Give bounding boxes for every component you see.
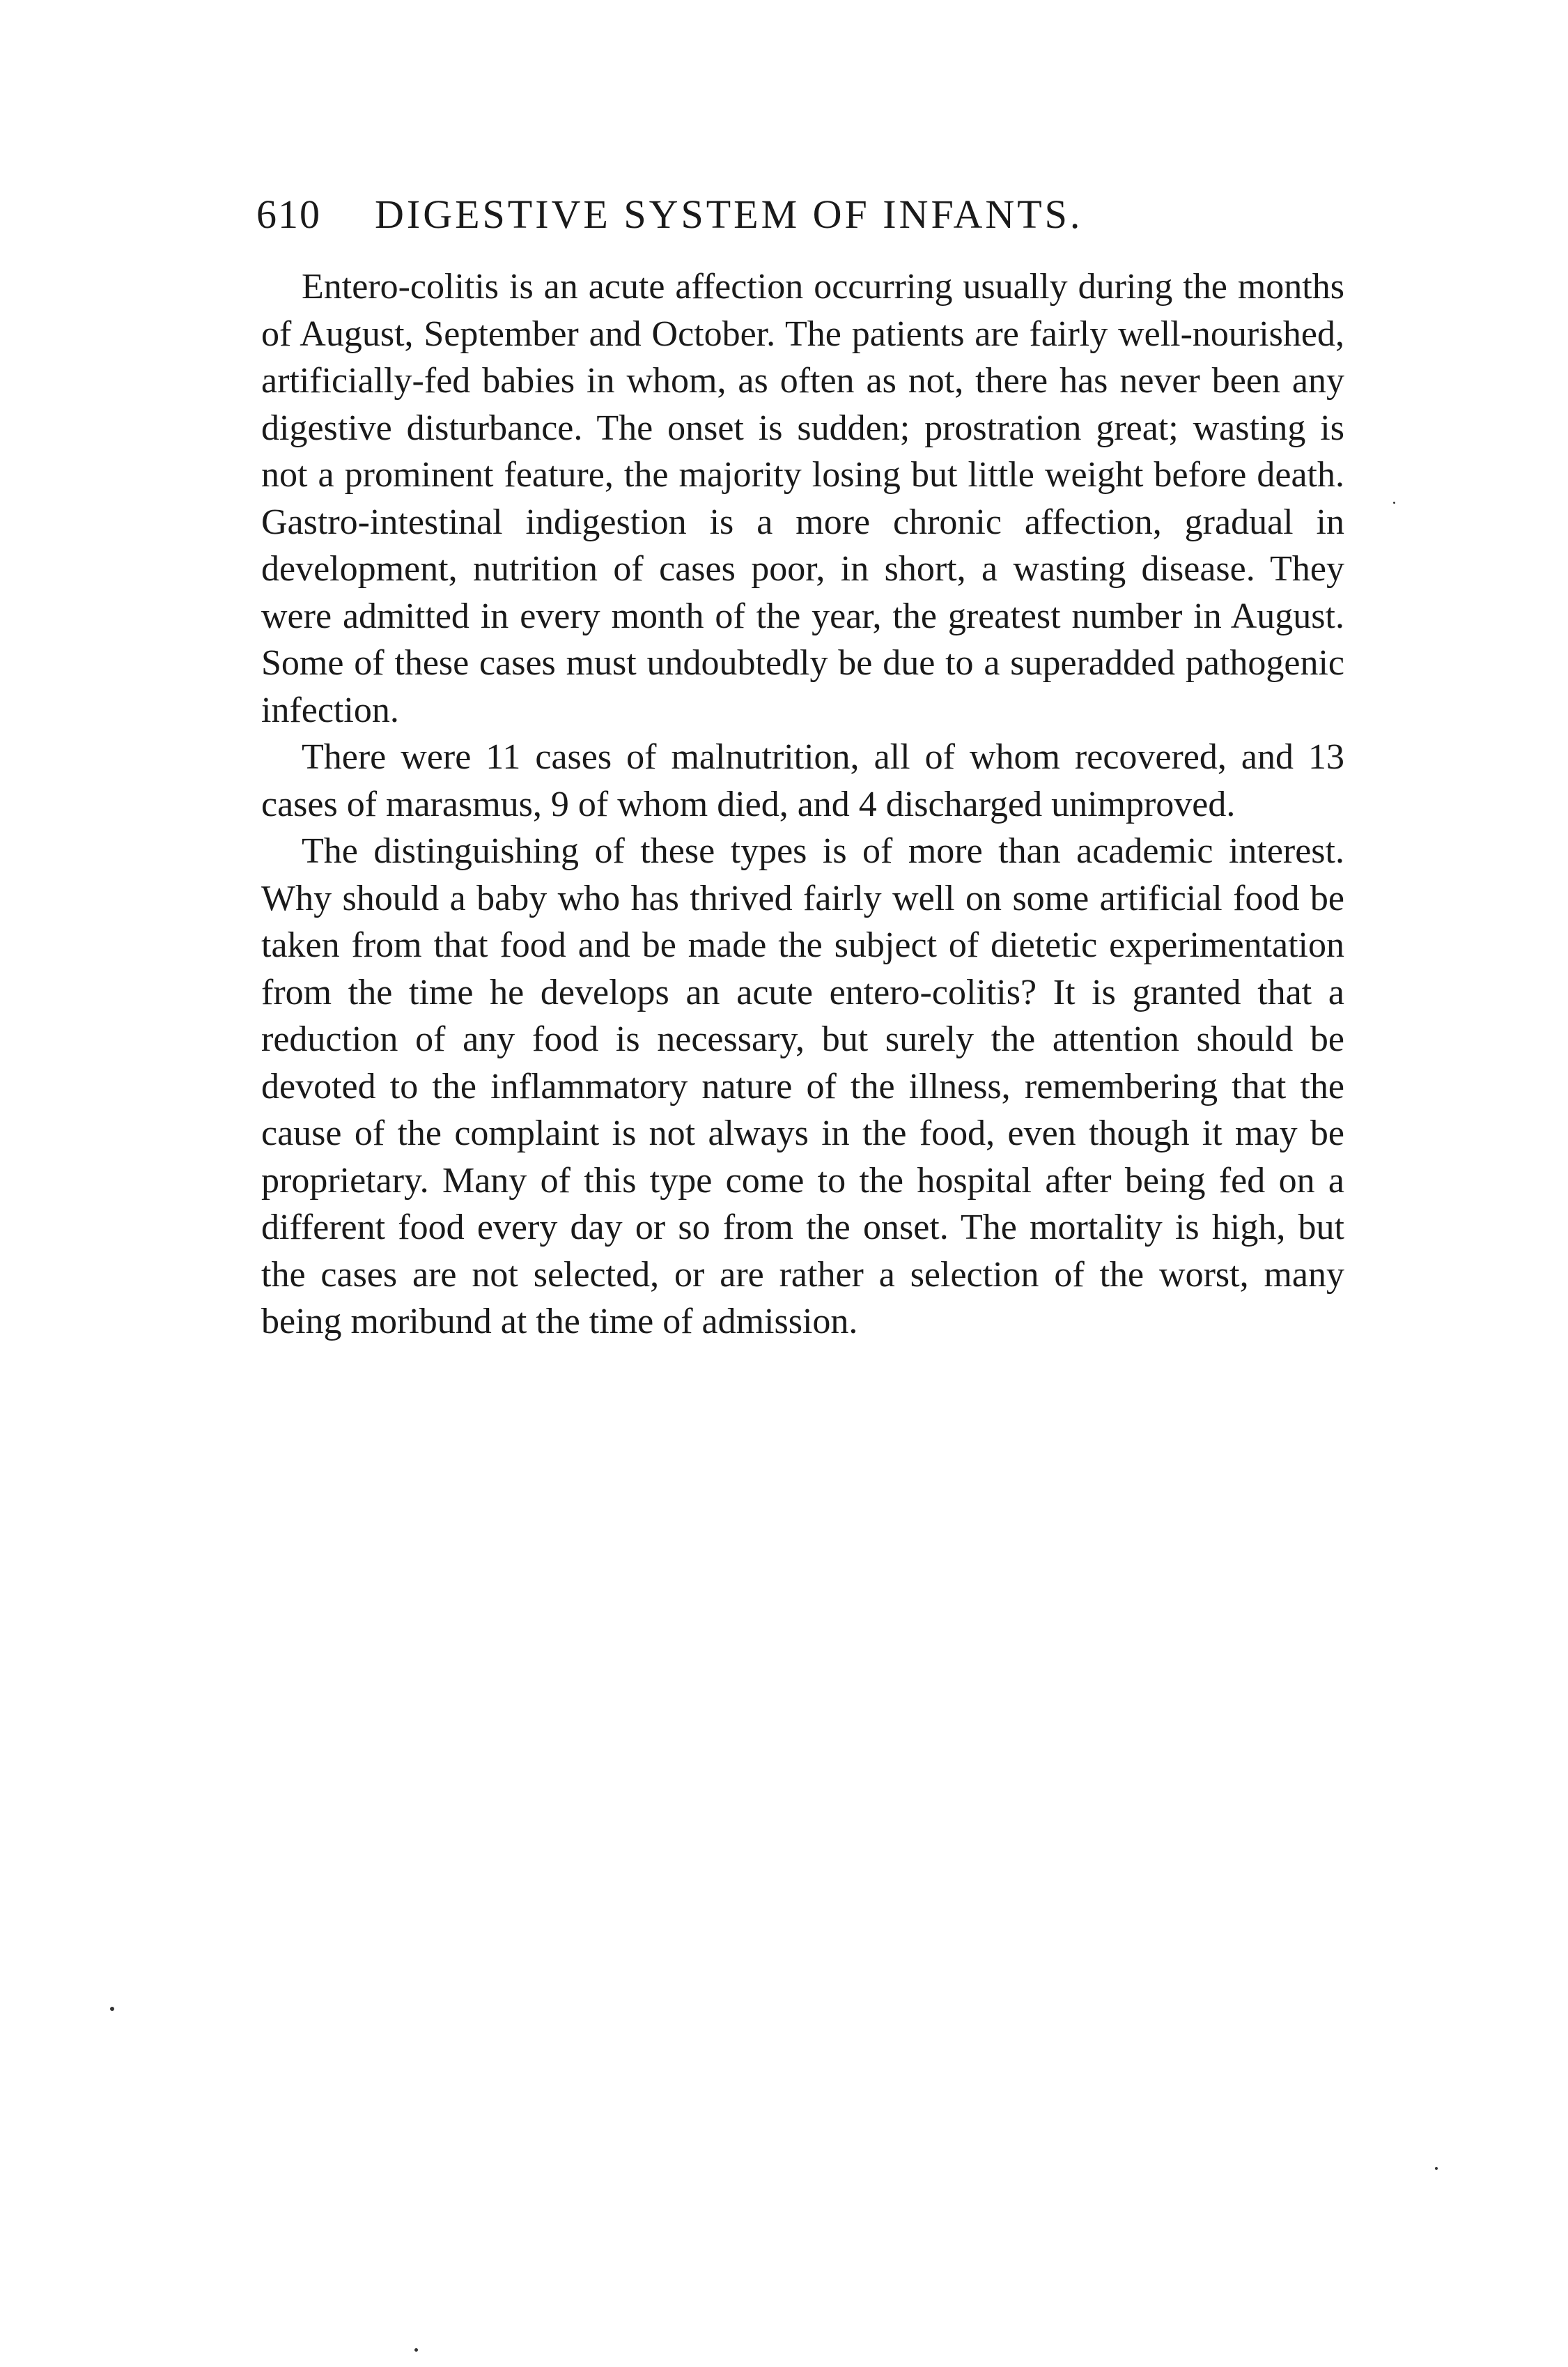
paragraph: There were 11 cases of malnutrition, all of whom recovered, and 13 cases of marasmus, 9 of whom died, and 4 discharged unimproved. (261, 737, 1344, 824)
scan-speck (1435, 2167, 1438, 2170)
scan-speck (1393, 502, 1395, 504)
scan-speck (414, 2348, 418, 2352)
page-number: 610 (256, 192, 321, 237)
paragraph: The distinguishing of these types is of more than academic interest. Why should a baby who has thrived fairly well on some artificial food be taken from that food and be made the subject of dietetic experimentation from the time he develops an acute entero-colitis? It is granted that a reduction of any food is necessary, but surely the attention should be devoted to the inflammatory nature of the illness, remembering that the cause of the complaint is not always in the food, even though it may be proprietary. Many of this type come to the hospital after being fed on a different food every day or so from the onset. The mortality is high, but the cases are not selected, or are rather a selection of the worst, many being moribund at the time of admission. (261, 831, 1344, 1341)
running-title: DIGESTIVE SYSTEM OF INFANTS. (375, 192, 1083, 237)
body-text (261, 263, 1344, 1346)
running-head (256, 187, 1343, 242)
scan-speck (110, 2007, 114, 2011)
paragraph: Entero-colitis is an acute affection occurring usually during the months of August, September and October. The patients are fairly well-nourished, artificially-fed babies in whom, as often as not, there has never been any digestive disturbance. The onset is sudden; prostration great; wasting is not a prominent feature, the majority losing but little weight before death. Gastro-intestinal indigestion is a more chronic affection, gradual in development, nutrition of cases poor, in short, a wasting disease. They were admitted in every month of the year, the greatest number in August. Some of these cases must undoubtedly be due to a superadded pathogenic infection. (261, 267, 1344, 730)
